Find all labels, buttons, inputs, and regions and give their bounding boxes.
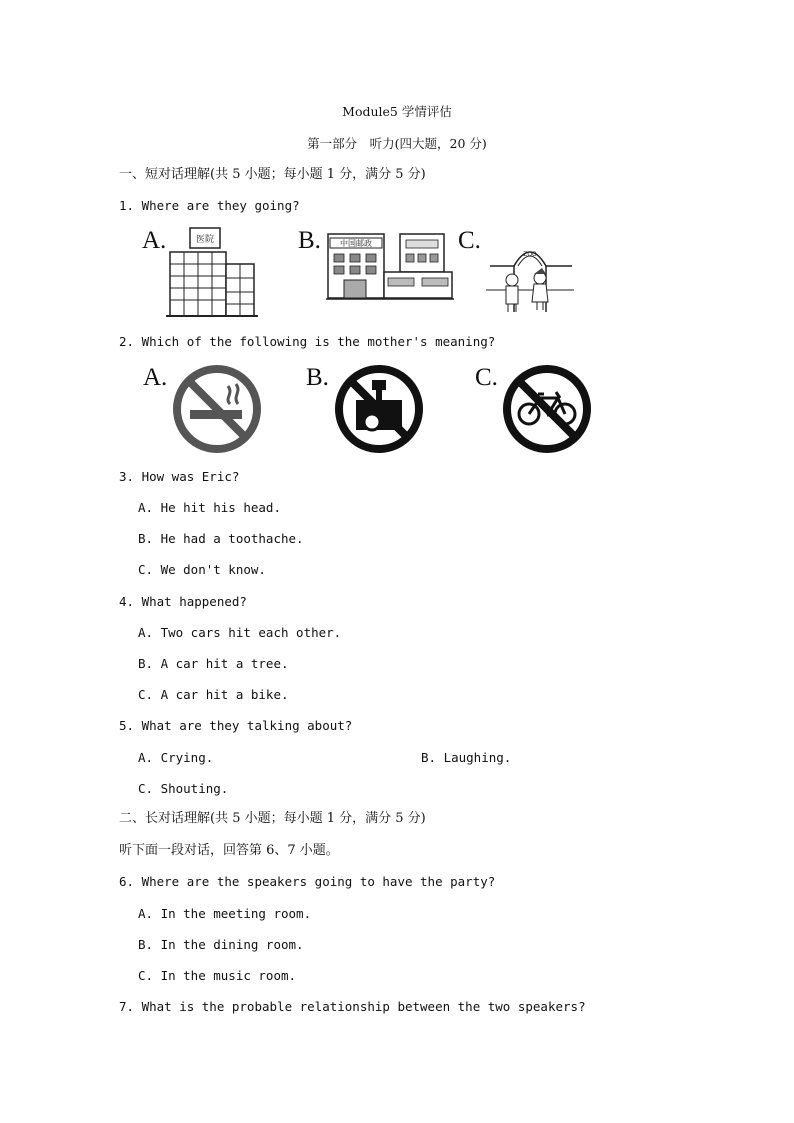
question-3: 3. How was Eric? [119, 469, 240, 484]
q1-label-b: B. [298, 227, 321, 254]
q3-option-b[interactable]: B. He had a toothache. [138, 531, 304, 546]
q2-label-a: A. [143, 364, 168, 391]
post-sign-text: 中国邮政 [340, 239, 372, 248]
page-title: Module5 学情评估 [342, 104, 452, 119]
q2-label-c: C. [475, 364, 498, 391]
zoo-sign-text: ZOO [523, 251, 537, 258]
q4-option-a[interactable]: A. Two cars hit each other. [138, 625, 342, 640]
no-smoking-sign-image [172, 364, 262, 454]
question-1: 1. Where are they going? [119, 198, 300, 213]
q3-option-a[interactable]: A. He hit his head. [138, 500, 281, 515]
part-title: 第一部分 听力(四大题，20 分) [307, 136, 487, 151]
q5-option-a[interactable]: A. Crying. [138, 750, 214, 765]
hospital-building-image [166, 224, 258, 318]
dialog-intro: 听下面一段对话，回答第 6、7 小题。 [119, 843, 339, 858]
q3-option-c[interactable]: C. We don't know. [138, 562, 266, 577]
q2-label-b: B. [306, 364, 329, 391]
question-4: 4. What happened? [119, 594, 247, 609]
question-2: 2. Which of the following is the mother's meaning? [119, 334, 496, 349]
q1-label-a: A. [142, 227, 167, 254]
q6-option-b[interactable]: B. In the dining room. [138, 937, 304, 952]
zoo-gate-image [484, 240, 576, 316]
q6-option-c[interactable]: C. In the music room. [138, 968, 297, 983]
question-7: 7. What is the probable relationship between the two speakers? [119, 999, 586, 1014]
section1-heading: 一、短对话理解(共 5 小题；每小题 1 分，满分 5 分) [119, 167, 426, 182]
section2-heading: 二、长对话理解(共 5 小题；每小题 1 分，满分 5 分) [119, 811, 426, 826]
q1-label-c: C. [458, 227, 481, 254]
post-office-building-image [326, 232, 454, 300]
q4-option-b[interactable]: B. A car hit a tree. [138, 656, 289, 671]
hospital-sign-text: 医院 [195, 235, 215, 245]
question-6: 6. Where are the speakers going to have the party? [119, 874, 496, 889]
q6-option-a[interactable]: A. In the meeting room. [138, 906, 312, 921]
no-photography-sign-image [334, 364, 424, 454]
q5-option-b[interactable]: B. Laughing. [421, 750, 512, 765]
question-5: 5. What are they talking about? [119, 718, 353, 733]
q4-option-c[interactable]: C. A car hit a bike. [138, 687, 289, 702]
no-bicycle-sign-image [502, 364, 592, 454]
q5-option-c[interactable]: C. Shouting. [138, 781, 229, 796]
